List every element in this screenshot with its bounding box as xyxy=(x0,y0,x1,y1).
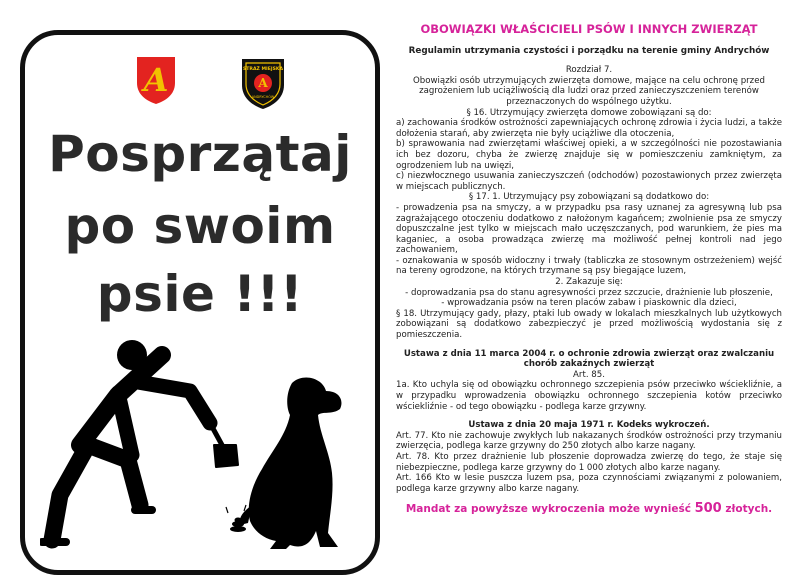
law-title: Ustawa z dnia 20 maja 1971 r. Kodeks wykroczeń. xyxy=(468,420,710,431)
paragraph: § 18. Utrzymujący gady, płazy, ptaki lub owady w lokalach mieszkalnych lub użytkowych zobowiązani są dodatkowo zabezpieczyć je przed możliwością wydostania się z pomieszczenia. xyxy=(396,308,782,341)
paragraph: c) niezwłocznego usuwania zanieczyszczeń (odchodów) pozostawionych przez zwierzęta w miejscach publicznych. xyxy=(396,171,782,192)
municipal-guard-badge-icon xyxy=(238,55,288,111)
paragraph: Art. 77. Kto nie zachowuje zwykłych lub nakazanych środków ostrożności przy trzymaniu zwierzęcia, podlega karze grzywny do 250 złotych albo karze nagany. xyxy=(396,430,782,452)
paragraph: - doprowadzania psa do stanu agresywności przez szczucie, drażnienie lub płoszenie, xyxy=(405,287,773,298)
paragraph: § 16. Utrzymujący zwierzęta domowe zobowiązani są do: xyxy=(466,107,712,118)
paragraph: § 17. 1. Utrzymujący psy zobowiązani są dodatkowo do: xyxy=(468,192,710,203)
fine-amount: 500 xyxy=(694,501,722,517)
coat-of-arms-letter: A xyxy=(143,61,169,99)
paragraph: 1a. Kto uchyla się od obowiązku ochronnego szczepienia psów przeciwko wściekliźnie, a w przypadku wprowadzenia obowiązku ochronnego szczepienia kotów przeciwko wściekliźnie - od tego obowiązku - podlega karze grzywny. xyxy=(396,380,782,412)
badge-bottom-text: ANDRYCHÓW xyxy=(251,95,275,99)
regulations-subheading: Regulamin utrzymania czystości i porządku na terenie gminy Andrychów xyxy=(408,45,770,56)
sign-title-line-1: Posprzątaj xyxy=(48,125,352,183)
paragraph: Art. 166 Kto w lesie puszcza luzem psa, poza czynnościami związanymi z polowaniem, podlega karze grzywny albo karze nagany. xyxy=(396,473,782,494)
paragraph: - wprowadzania psów na teren placów zabaw i piaskownic dla dzieci, xyxy=(441,298,737,309)
law-title: Ustawa z dnia 11 marca 2004 r. o ochronie zdrowia zwierząt oraz zwalczaniu chorób zakaźnych zwierząt xyxy=(403,348,775,370)
fine-unit: złotych. xyxy=(725,503,773,516)
dog-pooping-icon xyxy=(240,377,342,549)
sign-title-line-2: po swoim xyxy=(64,197,336,255)
paragraph: b) sprawowania nad zwierzętami właściwej opieki, a w szczególności nie pozostawiania ich bez dozoru, chyba że zwierzę znajduje się w pomieszczeniu zamkniętym, za ogrodzeniem lub na uwięzi, xyxy=(396,139,782,171)
fine-notice xyxy=(396,501,782,517)
badge-top-text: STRAŻ MIEJSKA xyxy=(242,67,284,72)
paragraph: - prowadzenia psa na smyczy, a w przypadku psa rasy uznanej za agresywną lub psa zagrażającego otoczeniu dodatkowo z nałożonym kagańcem; zwolnienie psa ze smyczy dopuszczalne jest tylko w miejscach mało uczęszczanych, pod warunkiem, że pies ma kaganiec, a osoba prowadząca zwierzę ma możliwość pełnej kontroli nad jego zachowaniem, xyxy=(396,202,782,256)
fine-text: Mandat za powyższe wykroczenia może wynieść xyxy=(405,503,691,516)
paragraph: a) zachowania środków ostrożności zapewniających ochronę zdrowia i życia ludzi, a także dołożenia starań, aby zwierzęta nie były uciążliwe dla otoczenia, xyxy=(396,118,782,139)
paragraph: Obowiązki osób utrzymujących zwierzęta domowe, mające na celu ochronę przed zagrożeniem lub uciążliwością dla ludzi oraz przed zanieczyszczeniem terenów przeznaczonych do wspólnego użytku. xyxy=(413,75,765,107)
article-label: Art. 85. xyxy=(573,369,605,380)
regulations-heading: OBOWIĄZKI WŁAŚCICIELI PSÓW I INNYCH ZWIERZĄT xyxy=(420,22,758,36)
coat-of-arms-icon xyxy=(135,55,177,105)
regulations-panel xyxy=(396,20,782,515)
man-with-scoop-icon xyxy=(42,340,238,542)
sign-title-line-3: psie !!! xyxy=(96,265,304,323)
svg-text:A: A xyxy=(258,76,268,90)
paragraph: 2. Zakazuje się: xyxy=(555,277,623,288)
paragraph: - oznakowania w sposób widoczny i trwały (tabliczka ze stosownym ostrzeżeniem) wejść na tereny ogrodzone, na których trzymane są psy biegające luzem, xyxy=(396,255,782,277)
chapter-label: Rozdział 7. xyxy=(565,65,613,76)
pickup-sign xyxy=(20,30,380,575)
cleanup-pictogram xyxy=(40,335,370,565)
paragraph: Art. 78. Kto przez drażnienie lub płoszenie doprowadza zwierzę do tego, że staje się niebezpieczne, podlega karze grzywny do 1 000 złotych albo karze nagany. xyxy=(396,451,782,473)
